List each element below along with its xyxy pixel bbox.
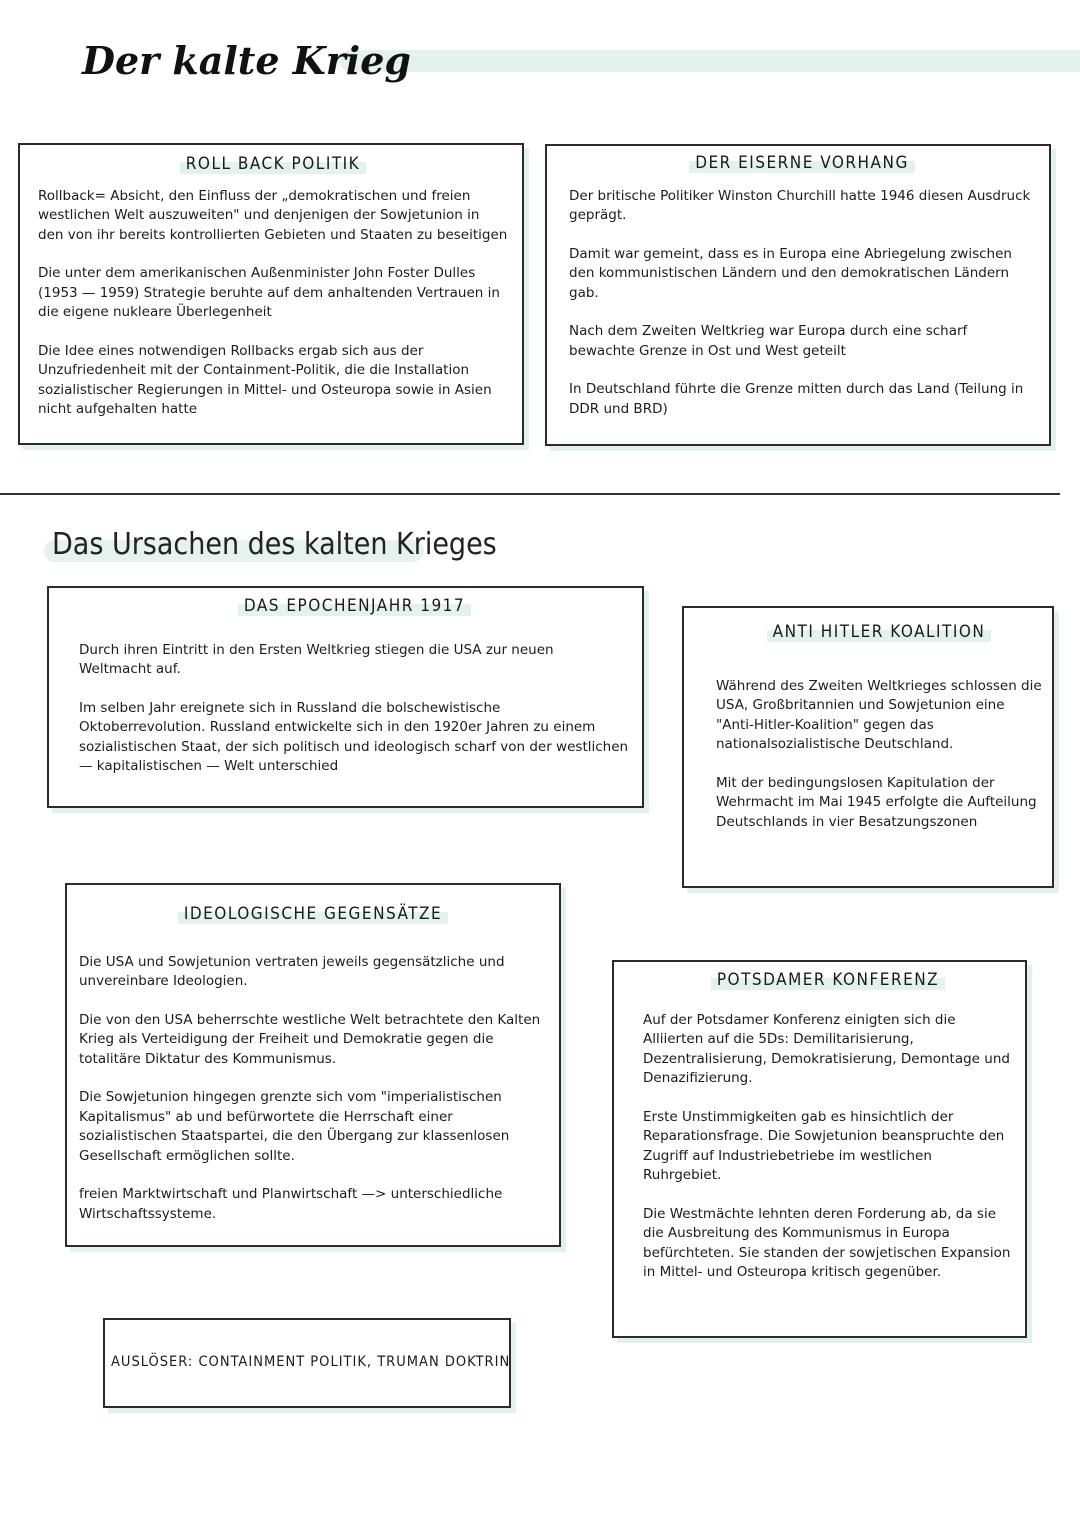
card-ideologische-gegensaetze [65,883,561,1247]
card-paragraph: Die Westmächte lehnten deren Forderung ab, da sie die Ausbreitung des Kommunismus in Europa befürchteten. Sie standen der sowjetischen Expansion in Mittel- und Osteuropa kritisch gegenüber. [643,1205,1011,1280]
card-title: IDEOLOGISCHE GEGENSÄTZE [79,905,547,925]
card-epochenjahr-1917 [47,586,644,808]
card-title: ROLL BACK POLITIK [38,155,508,175]
card-paragraph: freien Marktwirtschaft und Planwirtschaft —> unterschiedliche Wirtschaftssysteme. [79,1186,503,1222]
card-title: DAS EPOCHENJAHR 1917 [79,597,630,617]
card-paragraph: Erste Unstimmigkeiten gab es hinsichtlich der Reparationsfrage. Die Sowjetunion beanspruchte den Zugriff auf Industriebetriebe im westlichen Ruhrgebiet. [643,1108,1005,1183]
card-paragraph: Die USA und Sowjetunion vertraten jeweils gegensätzliche und unvereinbare Ideologien. [79,953,505,989]
card-roll-back-politik [18,143,524,445]
section-title: Das Ursachen des kalten Krieges [52,527,497,562]
card-paragraph: Damit war gemeint, dass es in Europa eine Abriegelung zwischen den kommunistischen Ländern und den demokratischen Ländern gab. [569,245,1012,301]
card-ausloeser [103,1318,511,1408]
card-eiserne-vorhang [545,144,1051,446]
card-paragraph: Die Sowjetunion hingegen grenzte sich vom "imperialistischen Kapitalismus" ab und befürwortete die Herrschaft einer sozialistischen Staatspartei, die den Übergang zur klassenlosen Gesellschaft ermöglichen sollte. [79,1089,510,1164]
card-paragraph: Nach dem Zweiten Weltkrieg war Europa durch eine scharf bewachte Grenze in Ost und West geteilt [569,323,968,359]
card-paragraph: Mit der bedingungslosen Kapitulation der Wehrmacht im Mai 1945 erfolgte die Aufteilung Deutschlands in vier Besatzungszonen [716,774,1037,830]
card-title: DER EISERNE VORHANG [569,154,1035,174]
card-paragraph: Auf der Potsdamer Konferenz einigten sich die Alliierten auf die 5Ds: Demilitarisierung, Dezentralisierung, Demokratisierung, Demontage und Denazifizierung. [643,1011,1010,1086]
card-paragraph: Die von den USA beherrschte westliche Welt betrachtete den Kalten Krieg als Verteidigung der Freiheit und Demokratie gegen die totalitäre Diktatur des Kommunismus. [79,1011,541,1067]
page-title: Der kalte Krieg [82,38,411,83]
card-paragraph: Rollback= Absicht, den Einfluss der „demokratischen und freien westlichen Welt auszuweiten" und denjenigen der Sowjetunion in den von ihr bereits kontrollierten Gebieten und Staaten zu beseitigen [38,187,508,243]
card-potsdamer-konferenz [612,960,1027,1338]
section-divider [0,493,1060,495]
card-title: POTSDAMER KONFERENZ [643,971,1013,991]
card-paragraph: Im selben Jahr ereignete sich in Russland die bolschewistische Oktoberrevolution. Russland entwickelte sich in den 1920er Jahren zu einem sozialistischen Staat, der sich politisch und ideologisch scharf von der westlichen — kapitalistischen — Welt unterschied [79,699,629,774]
card-paragraph: In Deutschland führte die Grenze mitten durch das Land (Teilung in DDR und BRD) [569,381,1024,417]
card-paragraph: Die unter dem amerikanischen Außenminister John Foster Dulles (1953 — 1959) Strategie beruhte auf dem anhaltenden Vertrauen in die eigene nukleare Überlegenheit [38,265,500,320]
card-paragraph: Durch ihren Eintritt in den Ersten Weltkrieg stiegen die USA zur neuen Weltmacht auf. [79,641,554,677]
card-paragraph: Die Idee eines notwendigen Rollbacks ergab sich aus der Unzufriedenheit mit der Containment-Politik, die die Installation sozialistischer Regierungen in Mittel- und Osteuropa sowie in Asien nicht aufgehalten hatte [38,342,492,417]
card-paragraph: Der britische Politiker Winston Churchill hatte 1946 diesen Ausdruck geprägt. [569,187,1031,223]
card-title: ANTI HITLER KOALITION [716,623,1042,643]
card-paragraph: Während des Zweiten Weltkrieges schlossen die USA, Großbritannien und Sowjetunion eine "Anti-Hitler-Koalition" gegen das nationalsozialistische Deutschland. [716,677,1042,752]
ausloeser-text: AUSLÖSER: CONTAINMENT POLITIK, TRUMAN DOKTRIN [111,1354,511,1371]
card-anti-hitler-koalition [682,606,1054,888]
title-highlight-bar [340,50,1080,72]
